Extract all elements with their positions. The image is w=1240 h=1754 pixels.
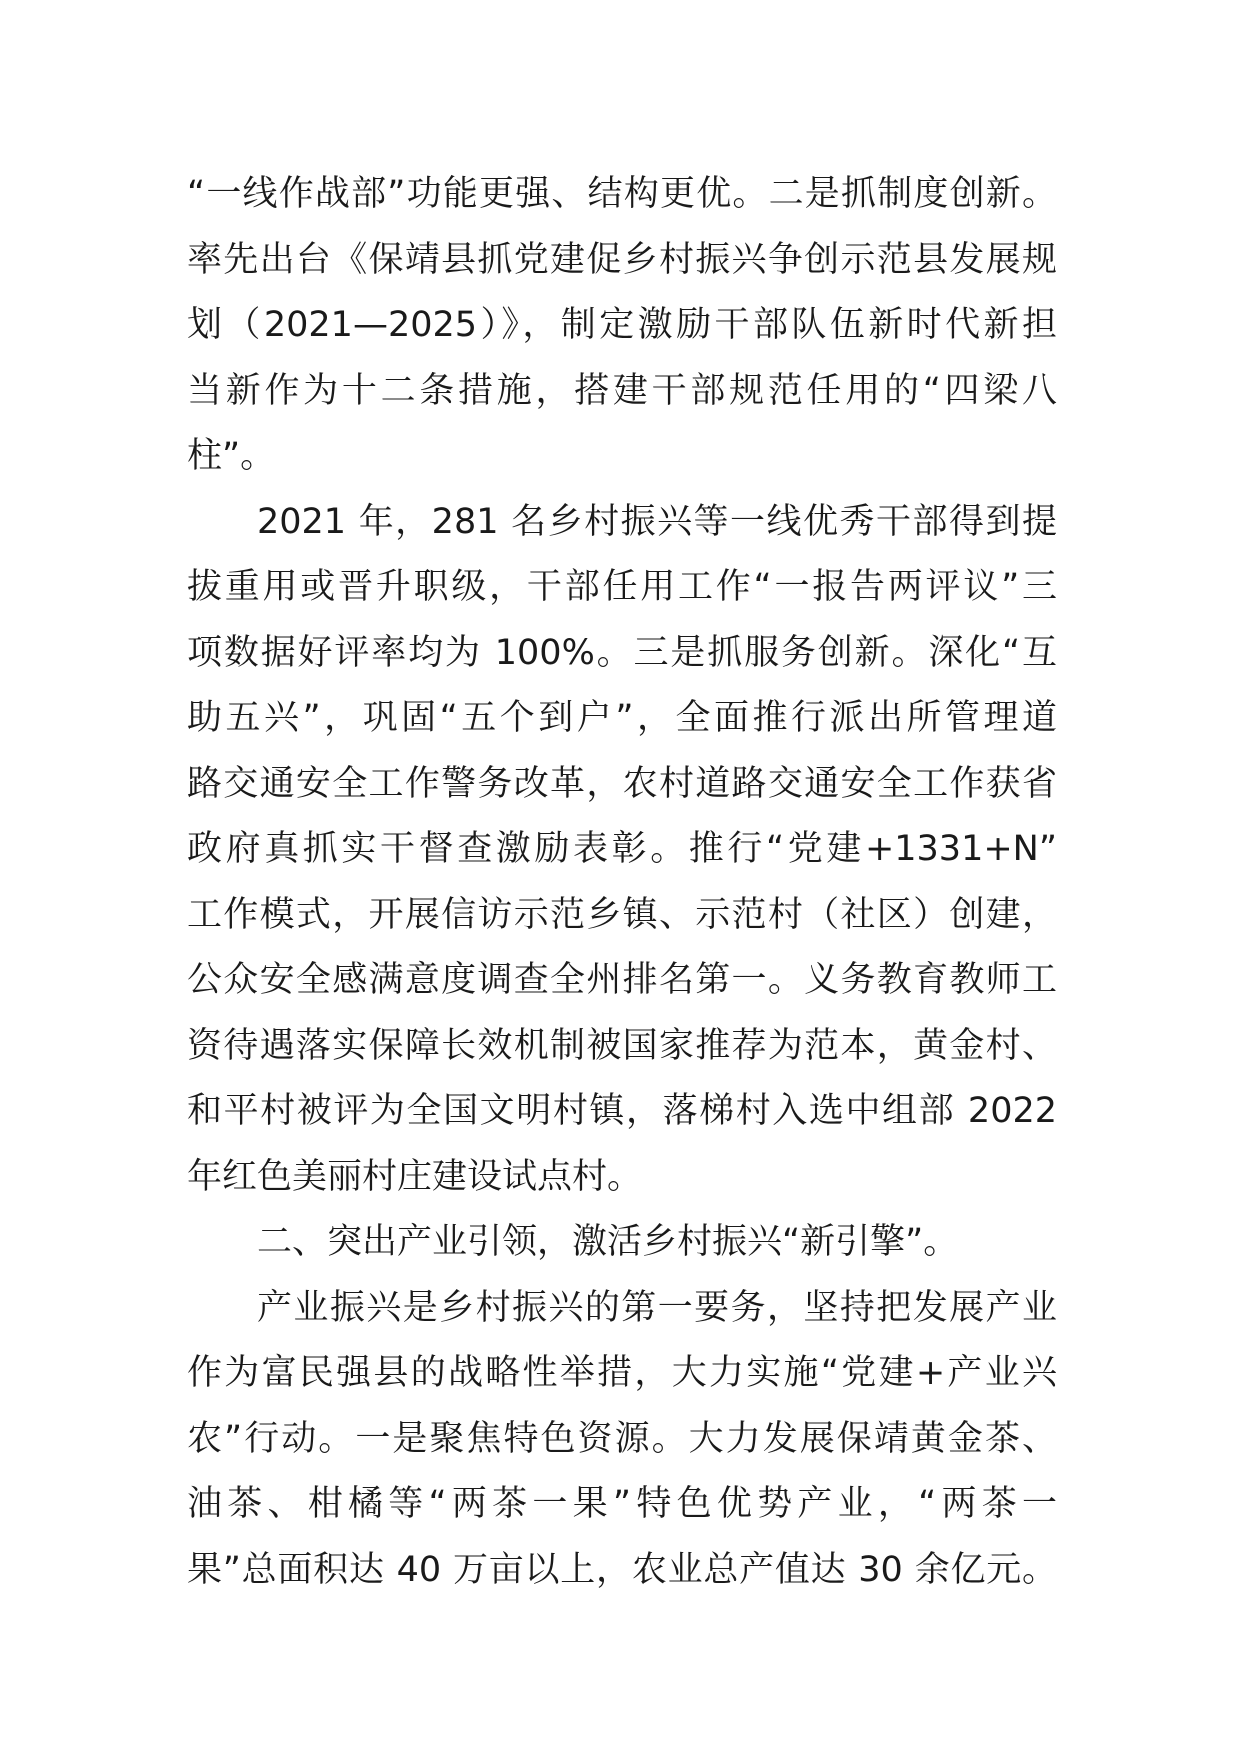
text-line: 助五兴”，巩固“五个到户”，全面推行派出所管理道: [187, 698, 1057, 738]
text-line: 率先出台《保靖县抓党建促乡村振兴争创示范县发展规: [187, 239, 1057, 280]
text-line: 作为富民强县的战略性举措，大力实施“党建+产业兴: [187, 1353, 1057, 1393]
text-line: 和平村被评为全国文明村镇，落梯村入选中组部 2022: [187, 1091, 1057, 1131]
paragraph-start-line: 产业振兴是乡村振兴的第一要务，坚持把发展产业: [257, 1287, 1057, 1328]
text-line: 公众安全感满意度调查全州排名第一。义务教育教师工: [187, 960, 1057, 1000]
text-line: 项数据好评率均为 100%。三是抓服务创新。深化“互: [187, 632, 1057, 673]
text-line: 油茶、柑橘等“两茶一果”特色优势产业，“两茶一: [187, 1484, 1057, 1524]
body-text: [187, 162, 1057, 1603]
text-line: “一线作战部”功能更强、结构更优。二是抓制度创新。: [187, 174, 1057, 214]
text-line: 农”行动。一是聚焦特色资源。大力发展保靖黄金茶、: [187, 1418, 1057, 1459]
text-line: 当新作为十二条措施，搭建干部规范任用的“四梁八: [187, 370, 1057, 411]
text-line: 拔重用或晋升职级，干部任用工作“一报告两评议”三: [187, 567, 1057, 607]
text-line: 资待遇落实保障长效机制被国家推荐为范本，黄金村、: [187, 1025, 1057, 1066]
paragraph-start-line: 2021 年，281 名乡村振兴等一线优秀干部得到提: [257, 501, 1057, 542]
section-heading: 二、突出产业引领，激活乡村振兴“新引擎”。: [257, 1222, 959, 1262]
text-line: 果”总面积达 40 万亩以上，农业总产值达 30 余亿元。: [187, 1549, 1057, 1590]
text-line: 工作模式，开展信访示范乡镇、示范村（社区）创建，: [187, 894, 1057, 935]
text-line: 年红色美丽村庄建设试点村。: [187, 1156, 643, 1197]
text-line: 路交通安全工作警务改革，农村道路交通安全工作获省: [187, 763, 1057, 804]
text-line: 划（2021—2025）》，制定激励干部队伍新时代新担: [187, 305, 1057, 345]
text-line: 柱”。: [187, 436, 276, 476]
text-line: 政府真抓实干督查激励表彰。推行“党建+1331+N”: [187, 829, 1057, 869]
